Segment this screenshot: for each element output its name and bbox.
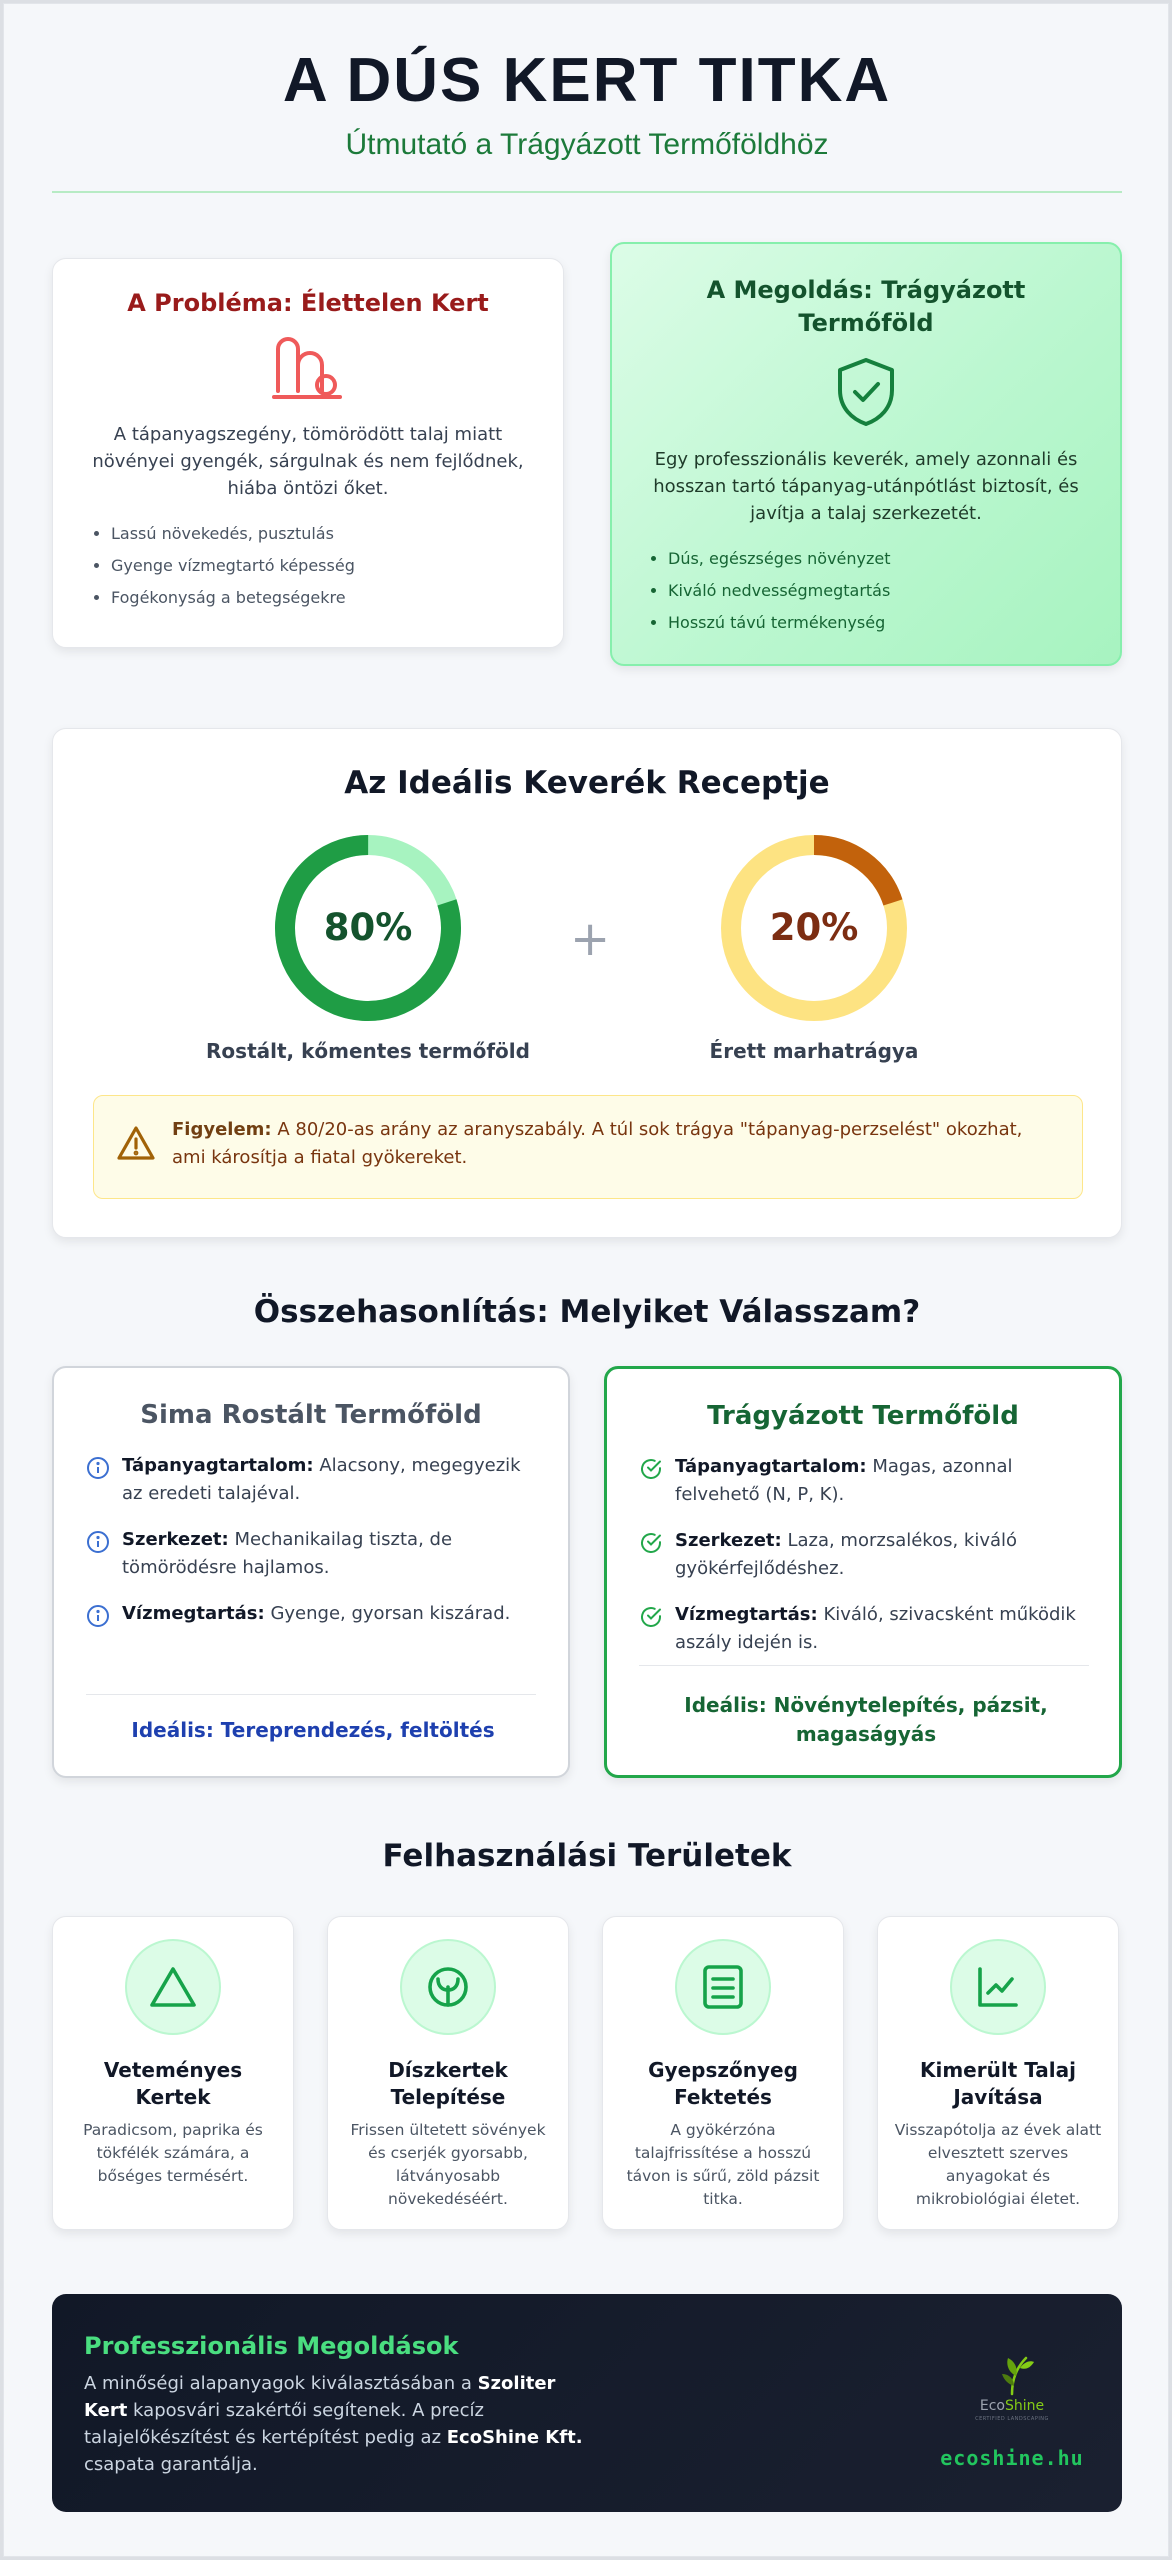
- triangle-icon: [125, 1939, 221, 2035]
- use-card-lawn: [602, 1916, 844, 2230]
- logo-tagline: CERTIFIED LANDSCAPING: [975, 2416, 1049, 2422]
- footer-text: A minőségi alapanyagok kiválasztásában a Szoliter Kert kaposvári szakértői segítenek. A precíz talajelőkészítést és kertépítést pedig az EcoShine Kft. csapata garantálja.: [84, 2373, 583, 2475]
- use-text: A gyökérzóna talajfrissítése a hosszú távon is sűrű, zöld pázsit titka.: [626, 2121, 820, 2208]
- divider: [86, 1694, 536, 1695]
- solution-card: [610, 242, 1122, 666]
- info-icon: [86, 1530, 110, 1554]
- footer: [52, 2294, 1122, 2512]
- use-title: Veteményes Kertek: [103, 2058, 243, 2109]
- list-item: • Kiváló nedvességmegtartás: [668, 575, 1086, 607]
- fertilized-nutrient-row: Tápanyagtartalom: Magas, azonnal felvehető (N, P, K).: [639, 1453, 1087, 1509]
- solution-title: A Megoldás: Trágyázott Termőföld: [706, 276, 1026, 337]
- plain-structure-row: Szerkezet: Mechanikailag tiszta, de tömörödésre hajlamos.: [86, 1526, 536, 1582]
- uses-title: Felhasználási Területek: [382, 1838, 792, 1874]
- fertilized-soil-title: Trágyázott Termőföld: [707, 1401, 1019, 1431]
- manure-percent: 20%: [769, 906, 859, 949]
- plain-water-row: Vízmegtartás: Gyenge, gyorsan kiszárad.: [86, 1600, 536, 1628]
- plain-soil-card: [52, 1366, 570, 1778]
- dead-plant-icon: [270, 335, 346, 405]
- recipe-title: Az Ideális Keverék Receptje: [344, 765, 830, 801]
- list-item: • Gyenge vízmegtartó képesség: [111, 550, 527, 582]
- shield-check-icon: [834, 356, 898, 428]
- plain-nutrient-row: Tápanyagtartalom: Alacsony, megegyezik az eredeti talajéval.: [86, 1452, 536, 1508]
- use-card-ornamental: [327, 1916, 569, 2230]
- use-title: Gyepszőnyeg Fektetés: [648, 2058, 798, 2109]
- problem-description: A tápanyagszegény, tömörödött talaj miatt növényei gyengék, sárgulnak és nem fejlődnek, hiába öntözi őket.: [92, 424, 524, 499]
- document-icon: [675, 1939, 771, 2035]
- list-item: • Fogékonyság a betegségekre: [111, 582, 527, 614]
- problem-card: [52, 258, 564, 648]
- logo-wordmark: EcoShine: [979, 2398, 1045, 2414]
- page-header: [4, 44, 1170, 162]
- solution-description: Egy professzionális keverék, amely azonnali és hosszan tartó tápanyag-utánpótlást biztosít, és javítja a talaj szerkezetét.: [653, 449, 1079, 524]
- use-text: Frissen ültetett sövények és cserjék gyorsabb, látványosabb növekedéséért.: [350, 2121, 546, 2208]
- fertilized-soil-card: [604, 1366, 1122, 1778]
- divider: [639, 1665, 1089, 1666]
- use-title: Kimerült Talaj Javítása: [919, 2058, 1076, 2109]
- solution-bullet-list: [646, 543, 1086, 639]
- info-icon: [86, 1456, 110, 1480]
- page: [3, 3, 1169, 2557]
- page-subtitle: Útmutató a Trágyázott Termőföldhöz: [345, 128, 829, 161]
- header-divider: [52, 191, 1122, 193]
- use-card-vegetable: [52, 1916, 294, 2230]
- check-circle-icon: [639, 1605, 663, 1629]
- brand-szoliter: Szoliter Kert: [84, 2373, 556, 2421]
- plant-sprout-icon: [400, 1939, 496, 2035]
- info-icon: [86, 1604, 110, 1628]
- plain-ideal-use: Ideális: Tereprendezés, feltöltés: [131, 1718, 495, 1742]
- warning-box: [93, 1095, 1083, 1199]
- line-chart-icon: [950, 1939, 1046, 2035]
- plain-soil-title: Sima Rostált Termőföld: [140, 1400, 482, 1430]
- use-text: Visszapótolja az évek alatt elvesztett szerves anyagokat és mikrobiológiai életet.: [894, 2121, 1102, 2208]
- use-title: Díszkertek Telepítése: [388, 2058, 508, 2109]
- comparison-title: Összehasonlítás: Melyiket Válasszam?: [253, 1294, 921, 1330]
- fertilized-ideal-use: Ideális: Növénytelepítés, pázsit, magaságyás: [684, 1693, 1048, 1746]
- warning-icon: [116, 1124, 156, 1164]
- list-item: • Hosszú távú termékenység: [668, 607, 1086, 639]
- footer-title: Professzionális Megoldások: [84, 2332, 459, 2360]
- list-item: • Dús, egészséges növényzet: [668, 543, 1086, 575]
- brand-ecoshine: EcoShine Kft.: [446, 2427, 583, 2448]
- list-item: • Lassú növekedés, pusztulás: [111, 518, 527, 550]
- problem-bullet-list: [89, 518, 527, 614]
- ecoshine-logo: [972, 2350, 1052, 2430]
- use-text: Paradicsom, paprika és tökfélék számára, a bőséges termésért.: [83, 2121, 263, 2185]
- warning-text: A 80/20-as arány az aranyszabály. A túl sok trágya "tápanyag-perzselést" okozhat, ami károsítja a fiatal gyökereket.: [172, 1119, 1023, 1168]
- plus-sign: +: [570, 911, 611, 967]
- soil-label: Rostált, kőmentes termőföld: [206, 1039, 530, 1063]
- check-circle-icon: [639, 1457, 663, 1481]
- soil-percent: 80%: [323, 906, 413, 949]
- fertilized-structure-row: Szerkezet: Laza, morzsalékos, kiváló gyökérfejlődéshez.: [639, 1527, 1087, 1583]
- check-circle-icon: [639, 1531, 663, 1555]
- use-card-soil-repair: [877, 1916, 1119, 2230]
- warning-label: Figyelem:: [172, 1119, 272, 1140]
- soil-donut: [273, 833, 463, 1023]
- page-title: A DÚS KERT TITKA: [282, 46, 892, 115]
- manure-donut: [719, 833, 909, 1023]
- problem-title: A Probléma: Élettelen Kert: [127, 289, 489, 317]
- recipe-card: [52, 728, 1122, 1238]
- manure-label: Érett marhatrágya: [709, 1039, 919, 1063]
- website-link[interactable]: ecoshine.hu: [940, 2446, 1084, 2470]
- fertilized-water-row: Vízmegtartás: Kiváló, szivacsként működik aszály idején is.: [639, 1601, 1087, 1657]
